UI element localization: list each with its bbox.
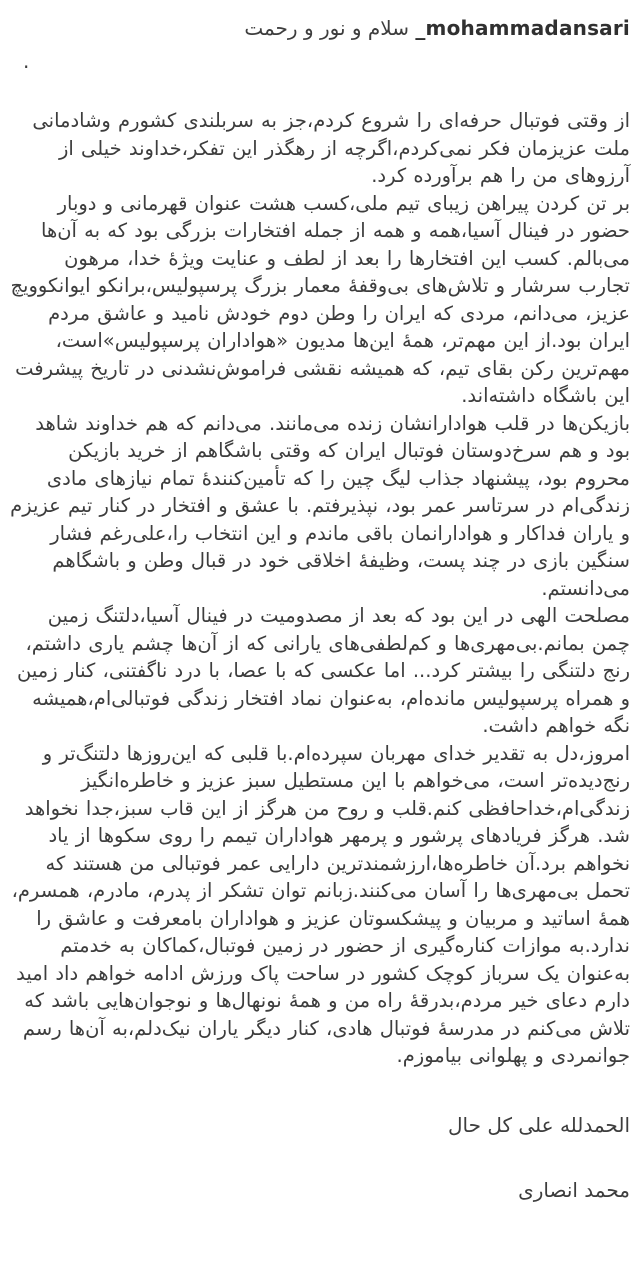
letter-body [8,107,630,1070]
letter-paragraph-farewell: امروز،دل به تقدیر خدای مهربان سپرده‌ام.با قلبی که این‌روزها دلتنگ‌تر و رنج‌دیده‌تر است، می‌خواهم با این مستطیل سبز عزیز و خاطره‌انگیز زندگی‌ام،خداحافظی کنم.قلب و روح من هرگز از این قاب سبز،جدا نخواهد شد. هرگز فریادهای پرشور و پرمهر هواداران تیمم را روی سکوها از یاد نخواهم برد.آن خاطره‌ها،ارزشمندترین دارایی عمر فوتبالی من هستند که تحمل بی‌مهری‌ها را آسان می‌کنند.زبانم توان تشکر از پدرم، مادرم، همسرم، همهٔ اساتید و مربیان و پیشکسوتان عزیز و هواداران بامعرفت و عاشق را ندارد.به موازات کناره‌گیری از حضور در زمین فوتبال،کماکان به خدمتم به‌عنوان یک سرباز کوچک کشور در ساحت پاک ورزش ادامه خواهم داد امید دارم دعای خیر مردم،بدرقهٔ راه من و همهٔ نونهال‌ها و نوجوان‌هایی باشد که تلاش می‌کنم در مدرسهٔ فوتبال هادی، کنار دیگر یاران نیک‌دلم،به آن‌ها رسم جوانمردی و پهلوانی بیاموزم. [11,741,630,1067]
letter-paragraph-intro: از وقتی فوتبال حرفه‌ای را شروع کردم،جز به سربلندی کشورم وشادمانی ملت عزیزمان فکر نمی‌کردم،اگرچه از رهگذر این تفکر،خداوند خیلی از آرزوهای من را هم برآورده کرد. [32,109,630,187]
dot-line: . [23,49,30,73]
closing-line: الحمدلله علی کل حال [447,1112,630,1137]
letter-paragraph-injury: مصلحت الهی در این بود که بعد از مصدومیت در فینال آسیا،دلتنگ زمین چمن بمانم.بی‌مهری‌ها و کم‌لطفی‌های یارانی که از آن‌ها چشم یاری داشتم، رنج دلتنگی را بیشتر کرد... اما عکسی که با عصا، با درد ناگفتنی، کنار زمین و همراه پرسپولیس مانده‌ام، به‌عنوان نماد افتخار زندگی فوتبالی‌ام،همیشه نگه خواهم داشت. [17,604,630,737]
letter-paragraph-loyalty: بازیکن‌ها در قلب هوادارانشان زنده می‌مانند. می‌دانم که هم خداوند شاهد بود و هم سرخ‌دوستان فوتبال ایران که وقتی باشگاهم از خرید بازیکن محروم بود، پیشنهاد جذاب لیگ چین را که تأمین‌کنندهٔ تمام نیازهای مادی زندگی‌ام در سرتاسر عمر بود، نپذیرفتم. با عشق و افتخار در کنار تیم عزیزم و یاران فداکار و هوادارانمان باقی ماندم و این انتخاب را،علی‌رغم فشار سنگین بازی در چند پست، وظیفهٔ اخلاقی خود در قبال وطن و باشگاهم می‌دانستم. [10,411,630,600]
post-header [8,14,630,42]
letter-paragraph-honors: بر تن کردن پیراهن زیبای تیم ملی،کسب هشت عنوان قهرمانی و دوبار حضور در فینال آسیا،همه و همه از جمله افتخارات بزرگی بود که به آن‌ها می‌بالم. کسب این افتخارها را بعد از لطف و عنایت ویژهٔ خدا، مرهون تجارب سرشار و تلاش‌های بی‌وقفهٔ معمار بزرگ پرسپولیس،برانکو ایوانکوویچ عزیز، می‌دانم، مردی که ایران را وطن دوم خودش نامید و عاشق مردم ایران بود.از این مهم‌تر، همهٔ این‌ها مدیون «هواداران پرسپولیس»است، مهم‌ترین رکن بقای تیم، که همیشه نقشی فراموش‌نشدنی در تاریخ پیشرفت این باشگاه داشته‌اند. [10,191,630,407]
username[interactable]: mohammadansari_ [415,16,630,40]
signature-name: محمد انصاری [518,1177,630,1202]
greeting-text: سلام و نور و رحمت [244,16,409,40]
